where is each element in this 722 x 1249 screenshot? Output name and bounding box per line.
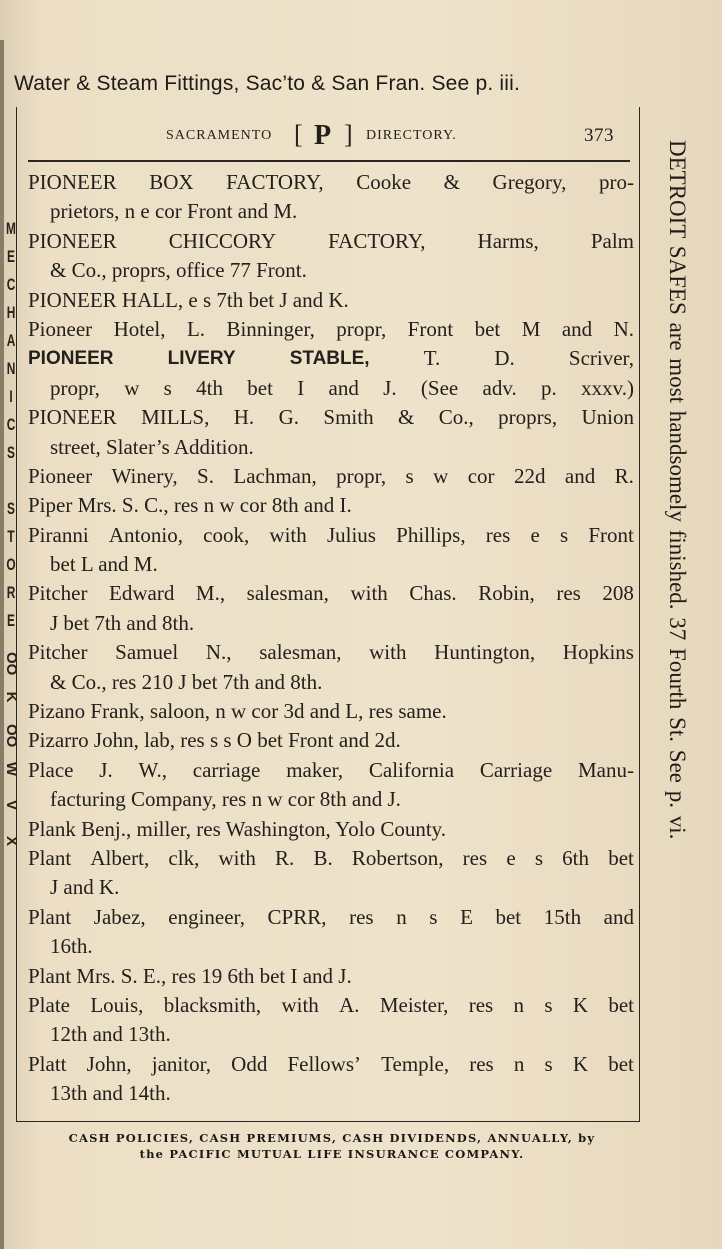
entry-word: Edward [109, 581, 175, 606]
entry-word: Pitcher [28, 640, 88, 665]
entry-word: R. [614, 463, 634, 488]
entry-word: J bet 7th and 8th. [50, 610, 195, 635]
entry-line [28, 521, 634, 550]
entry-word: 6th [562, 845, 590, 870]
entry-word: H. [233, 405, 255, 430]
entry-word: (See [420, 375, 459, 400]
entry-word: Place [28, 757, 74, 782]
running-head [28, 118, 632, 156]
entry-word: K [572, 1051, 589, 1076]
footer-advertisement [22, 1130, 642, 1162]
entry-word: prietors, n e cor Front and M. [50, 199, 298, 224]
entry-line [28, 403, 634, 432]
entry-word: Louis, [90, 992, 144, 1017]
entry-word: PIONEER HALL, e s 7th bet J and K. [28, 287, 349, 312]
entry-word: Hopkins [562, 640, 634, 665]
entry-line [28, 168, 634, 197]
entry-continuation-line [28, 785, 634, 814]
entry-line [28, 227, 634, 256]
entry-word: xxxv.) [581, 375, 634, 400]
entry-word: Gregory, [492, 170, 567, 194]
entry-continuation-line [28, 256, 634, 285]
entry-line [28, 962, 634, 991]
entry-word: bet [608, 992, 634, 1017]
entry-word: salesman, [259, 640, 342, 665]
entry-word: A. [339, 992, 360, 1017]
entry-word: D. [494, 346, 515, 371]
entry-word: p. [541, 375, 557, 400]
entry-word: res [468, 992, 494, 1017]
entry-word: I [297, 375, 305, 400]
entry-word: w [433, 463, 449, 488]
entry-word: S. [197, 463, 214, 488]
left-margin-fragment: K [3, 691, 20, 703]
left-margin-letter: E [7, 611, 15, 630]
entry-word: s [534, 845, 543, 870]
entry-word: 208 [602, 581, 634, 606]
entry-line [28, 903, 634, 932]
entry-word: PIONEER [28, 348, 114, 370]
entry-word: Front [588, 522, 634, 547]
entry-word: PIONEER [28, 405, 117, 430]
entry-word: M., [195, 581, 226, 606]
entry-word: Temple, [381, 1051, 450, 1076]
left-margin-letter: N [6, 359, 16, 378]
entry-word: Pizano Frank, saloon, n w cor 3d and L, res same. [28, 699, 447, 724]
entry-word: and [561, 316, 593, 341]
entry-word: Julius [326, 522, 376, 547]
entry-word: and [328, 375, 359, 400]
running-head-bracket-right: ] [344, 120, 354, 149]
entry-word: e [530, 522, 540, 547]
entry-word: & Co., proprs, office 77 Front. [50, 258, 307, 283]
entry-word: s [559, 522, 569, 547]
left-margin-letter: T [7, 527, 15, 546]
entry-word: n [396, 904, 407, 929]
left-margin-letter: S [7, 443, 15, 462]
entry-word: propr, [50, 375, 100, 400]
entry-word: K [572, 992, 588, 1017]
entry-word: maker, [286, 757, 344, 782]
entry-continuation-line [28, 550, 634, 579]
directory-entries [28, 168, 634, 1109]
entry-word: with [269, 522, 307, 547]
entry-word: CHICCORY [168, 228, 277, 253]
entry-word: s [163, 375, 172, 400]
entry-word: Pioneer [28, 463, 93, 488]
left-margin-fragment: X [3, 835, 20, 846]
entry-word: with [369, 640, 407, 665]
left-margin-letter: E [7, 247, 15, 266]
entry-word: w [124, 375, 140, 400]
left-margin-fragment: OO [3, 724, 20, 748]
entry-line [28, 286, 634, 315]
left-margin-fragment: W [3, 761, 20, 777]
entry-word: Phillips, [396, 522, 466, 547]
entry-continuation-line [28, 668, 634, 697]
entry-word: propr, [336, 463, 387, 488]
entry-word: n [513, 1051, 525, 1076]
entry-word: e [506, 845, 516, 870]
entry-word: FACTORY, [226, 170, 324, 194]
entry-word: s [429, 904, 438, 929]
entry-continuation-line [28, 609, 634, 638]
entry-word: cor [467, 463, 495, 488]
entry-word: Fellows’ [287, 1051, 361, 1076]
entry-word: Binninger, [226, 316, 315, 341]
entry-word: B. [313, 845, 333, 870]
entry-word: Plant Mrs. S. E., res 19 6th bet I and J. [28, 963, 352, 988]
left-margin-letter: O [6, 555, 16, 574]
entry-word: California [368, 757, 455, 782]
footer-line-1: CASH POLICIES, CASH PREMIUMS, CASH DIVIDENDS, ANNUALLY, by [68, 1131, 596, 1145]
entry-word: Pitcher [28, 581, 88, 606]
entry-word: MILLS, [141, 405, 210, 430]
entry-word: res [349, 904, 374, 929]
entry-word: Plant [28, 845, 72, 870]
entry-word: W., [138, 757, 167, 782]
left-margin-letter: I [9, 387, 13, 406]
entry-word: J and K. [50, 875, 120, 900]
entry-word: adv. [482, 375, 517, 400]
entry-word: s [405, 463, 414, 488]
entry-word: Odd [231, 1051, 268, 1076]
entry-word: with [218, 845, 256, 870]
left-margin-letter [5, 467, 18, 495]
entry-word: Lachman, [233, 463, 317, 488]
entry-line [28, 1050, 634, 1079]
entry-word: facturing Company, res n w cor 8th and J. [50, 787, 401, 812]
entry-word: bet [474, 316, 501, 341]
entry-word: Plank Benj., miller, res Washington, Yolo County. [28, 816, 447, 841]
entry-word: Smith [323, 405, 374, 430]
entry-word: Plant [28, 904, 72, 929]
entry-line [28, 991, 634, 1020]
entry-word: Chas. [409, 581, 457, 606]
entry-word: L. [186, 316, 206, 341]
entry-line [28, 756, 634, 785]
entry-word: M [521, 316, 541, 341]
entry-word: Hotel, [113, 316, 166, 341]
entry-word: BOX [149, 170, 194, 194]
running-head-city: SACRAMENTO [166, 128, 273, 143]
entry-word: John, [86, 1051, 132, 1076]
entry-word: pro- [598, 170, 634, 194]
footer-line-2: the PACIFIC MUTUAL LIFE INSURANCE COMPANY. [139, 1147, 525, 1161]
entry-word: Albert, [90, 845, 150, 870]
entry-word: Pizarro John, lab, res s s O bet Front and 2d. [28, 728, 401, 753]
entry-word: Huntington, [434, 640, 536, 665]
entry-word: bet [247, 375, 273, 400]
entry-word: cook, [203, 522, 250, 547]
entry-word: Plate [28, 992, 70, 1017]
entry-word: n [513, 992, 525, 1017]
running-head-letter: P [314, 120, 333, 151]
entry-word: G. [278, 405, 299, 430]
entry-word: FACTORY, [328, 228, 426, 253]
entry-continuation-line [28, 374, 634, 403]
left-margin-letter: C [6, 275, 16, 294]
entry-word: 16th. [50, 934, 93, 959]
entry-word: Harms, [477, 228, 539, 253]
entry-word: Carriage [479, 757, 553, 782]
left-margin-letter: C [6, 415, 16, 434]
entry-line [28, 344, 634, 373]
entry-word: res [485, 522, 511, 547]
entry-word: Union [581, 405, 634, 430]
entry-word: N., [205, 640, 232, 665]
entry-word: with [350, 581, 388, 606]
entry-line [28, 462, 634, 491]
running-head-bracket-left: [ [294, 120, 304, 149]
left-margin-advertisement [2, 215, 20, 867]
left-margin-letter: A [6, 331, 16, 350]
entry-word: blacksmith, [163, 992, 262, 1017]
entry-word: propr, [336, 316, 387, 341]
entry-word: Cooke [356, 170, 412, 194]
entry-word: Robertson, [351, 845, 444, 870]
entry-word: res [556, 581, 581, 606]
entry-word: 13th and 14th. [50, 1081, 171, 1106]
running-head-section: DIRECTORY. [366, 128, 457, 143]
left-margin-letter: R [6, 583, 16, 602]
entry-word: R. [275, 845, 295, 870]
entry-line [28, 815, 634, 844]
entry-word: LIVERY [167, 348, 236, 370]
entry-word: Winery, [111, 463, 178, 488]
entry-word: bet [608, 845, 634, 870]
entry-word: and [603, 904, 634, 929]
entry-word: Piranni [28, 522, 89, 547]
entry-word: STABLE, [289, 348, 370, 370]
entry-word: 15th [543, 904, 582, 929]
right-margin-ad-text: DETROIT SAFES are most handsomely finished. 37 Fourth St. See p. vi. [665, 140, 690, 840]
entry-continuation-line [28, 873, 634, 902]
entry-word: 22d [513, 463, 546, 488]
entry-word: Palm [590, 228, 634, 253]
entry-word: CPRR, [267, 904, 327, 929]
entry-word: & Co., res 210 J bet 7th and 8th. [50, 669, 323, 694]
entry-continuation-line [28, 197, 634, 226]
entry-word: Meister, [379, 992, 449, 1017]
entry-word: salesman, [246, 581, 329, 606]
entry-word: bet [495, 904, 522, 929]
entry-word: T. [423, 346, 441, 371]
entry-word: J. [99, 757, 113, 782]
entry-word: s [544, 1051, 553, 1076]
top-advertisement-banner: Water & Steam Fittings, Sac’to & San Fran. See p. iii. [14, 72, 521, 95]
entry-word: E [460, 904, 473, 929]
left-margin-letter: M [6, 219, 16, 238]
entry-word: janitor, [151, 1051, 211, 1076]
page-number: 373 [584, 125, 614, 146]
entry-word: Samuel [115, 640, 179, 665]
entry-word: Piper Mrs. S. C., res n w cor 8th and I. [28, 493, 352, 518]
entry-word: Scriver, [568, 346, 634, 371]
left-margin-fragment: V [3, 799, 20, 810]
left-margin-letter: H [6, 303, 16, 322]
entry-word: Pioneer [28, 316, 93, 341]
entry-word: 4th [196, 375, 223, 400]
entry-word: Co., [438, 405, 474, 430]
entry-word: Antonio, [108, 522, 183, 547]
entry-line [28, 697, 634, 726]
entry-word: engineer, [168, 904, 245, 929]
entry-continuation-line [28, 433, 634, 462]
entry-word: s [544, 992, 553, 1017]
entry-word: bet [608, 1051, 634, 1076]
left-margin-letter: S [7, 499, 15, 518]
entry-word: Robin, [478, 581, 535, 606]
entry-word: Front [407, 316, 454, 341]
entry-line [28, 638, 634, 667]
entry-line [28, 844, 634, 873]
entry-word: J. [383, 375, 397, 400]
entry-word: clk, [168, 845, 200, 870]
entry-continuation-line [28, 1020, 634, 1049]
entry-word: & [397, 405, 415, 430]
entry-word: Platt [28, 1051, 67, 1076]
entry-line [28, 579, 634, 608]
entry-word: 12th and 13th. [50, 1022, 171, 1047]
entry-word: carriage [192, 757, 261, 782]
entry-word: proprs, [498, 405, 558, 430]
entry-continuation-line [28, 932, 634, 961]
entry-word: N. [613, 316, 634, 341]
left-margin-fragment: OO [3, 652, 20, 676]
entry-word: PIONEER [28, 170, 117, 194]
entry-line [28, 726, 634, 755]
entry-word: with [281, 992, 319, 1017]
entry-word: bet L and M. [50, 552, 158, 577]
entry-continuation-line [28, 1079, 634, 1108]
header-rule [28, 160, 630, 162]
entry-word: res [462, 845, 488, 870]
entry-word: PIONEER [28, 228, 117, 253]
entry-line [28, 315, 634, 344]
entry-word: Manu- [577, 757, 634, 782]
entry-word: & [443, 170, 460, 194]
entry-word: Jabez, [93, 904, 146, 929]
entry-word: and [564, 463, 596, 488]
entry-word: res [469, 1051, 494, 1076]
entry-word: street, Slater’s Addition. [50, 434, 254, 459]
entry-line [28, 491, 634, 520]
